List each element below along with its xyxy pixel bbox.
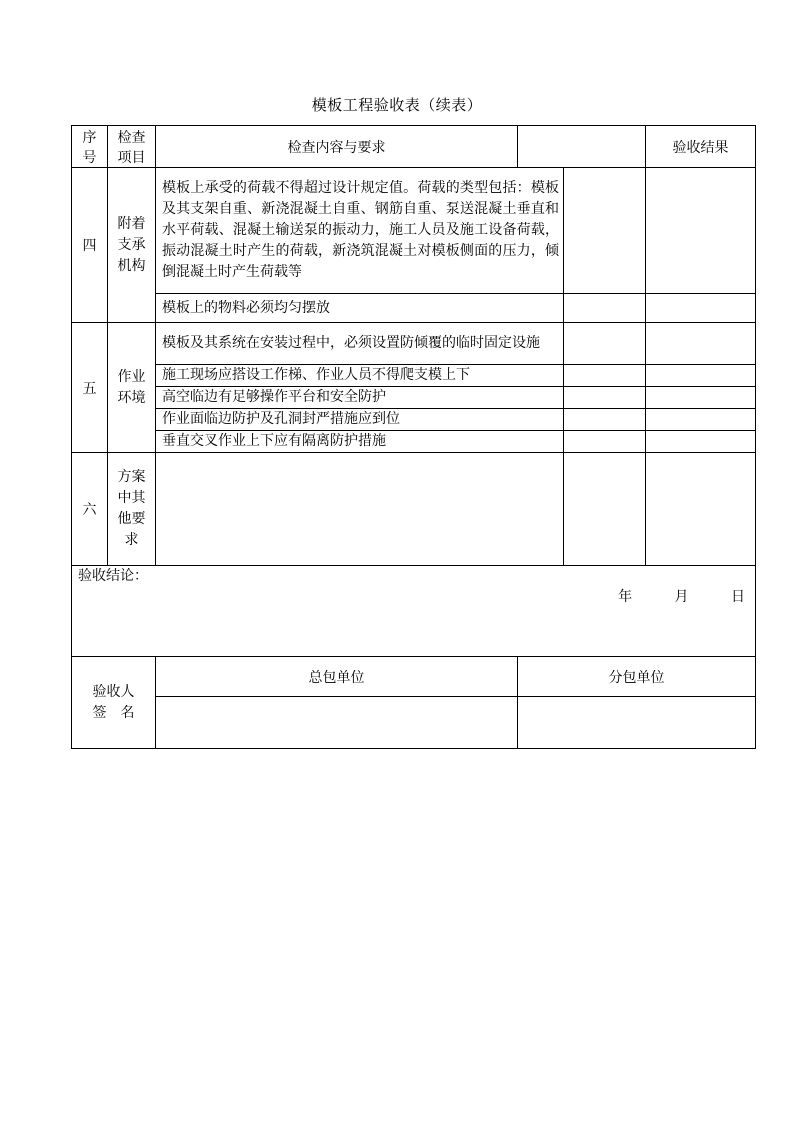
table-row: [72, 323, 756, 365]
section-category-4: 附着 支承 机构: [108, 168, 156, 323]
signature-header-row: [72, 657, 756, 697]
table-row: [72, 431, 756, 453]
requirement-text: 施工现场应搭设工作梯、作业人员不得爬支模上下: [156, 365, 564, 387]
subcontractor-header: 分包单位: [518, 657, 756, 697]
result-cell: [646, 453, 756, 566]
general-contractor-signature-cell[interactable]: [156, 697, 518, 749]
table-row: [72, 453, 756, 566]
section-seq-4: 四: [72, 168, 108, 323]
result-cell: [646, 365, 756, 387]
requirement-text: 高空临边有足够操作平台和安全防护: [156, 387, 564, 409]
header-item: 检查 项目: [108, 126, 156, 168]
date-year: 年: [618, 589, 633, 605]
document-title: 模板工程验收表（续表）: [311, 96, 483, 114]
blank-cell: [564, 294, 646, 323]
requirement-text: [156, 453, 564, 566]
section-seq-5: 五: [72, 323, 108, 453]
header-content: 检查内容与要求: [156, 126, 518, 168]
table-row: [72, 387, 756, 409]
blank-cell: [564, 323, 646, 365]
result-cell: [646, 387, 756, 409]
requirement-text: 垂直交叉作业上下应有隔离防护措施: [156, 431, 564, 453]
result-cell: [646, 431, 756, 453]
inspection-table: [71, 125, 756, 749]
requirement-text: 作业面临边防护及孔洞封严措施应到位: [156, 409, 564, 431]
blank-cell: [564, 168, 646, 294]
section-category-6: 方案 中其 他要 求: [108, 453, 156, 566]
result-cell: [646, 294, 756, 323]
blank-cell: [564, 453, 646, 566]
conclusion-label: 验收结论：: [78, 568, 148, 584]
signature-row: [72, 697, 756, 749]
table-header-row: [72, 126, 756, 168]
blank-cell: [564, 387, 646, 409]
general-contractor-header: 总包单位: [156, 657, 518, 697]
conclusion-row: [72, 566, 756, 657]
signature-label: 验收人 签 名: [72, 657, 156, 749]
requirement-text: 模板上承受的荷载不得超过设计规定值。荷载的类型包括：模板及其支架自重、新浇混凝土自重、钢筋自重、泵送混凝土垂直和水平荷载、混凝土输送泵的振动力，施工人员及施工设备荷载，振动混凝土时产生的荷载，新浇筑混凝土对模板侧面的压力，倾倒混凝土时产生荷载等: [156, 168, 564, 294]
blank-cell: [564, 431, 646, 453]
blank-cell: [564, 365, 646, 387]
header-blank: [518, 126, 646, 168]
table-row: [72, 409, 756, 431]
requirement-text: 模板上的物料必须均匀摆放: [156, 294, 564, 323]
conclusion-date: [594, 587, 745, 607]
result-cell: [646, 168, 756, 294]
table-row: [72, 294, 756, 323]
section-seq-6: 六: [72, 453, 108, 566]
subcontractor-signature-cell[interactable]: [518, 697, 756, 749]
section-category-5: 作业 环境: [108, 323, 156, 453]
requirement-text: 模板及其系统在安装过程中，必须设置防倾覆的临时固定设施: [156, 323, 564, 365]
blank-cell: [564, 409, 646, 431]
conclusion-cell: [72, 566, 756, 657]
result-cell: [646, 409, 756, 431]
header-result: 验收结果: [646, 126, 756, 168]
result-cell: [646, 323, 756, 365]
date-day: 日: [731, 589, 745, 605]
date-month: 月: [674, 589, 689, 605]
table-row: [72, 168, 756, 294]
header-seq: 序 号: [72, 126, 108, 168]
table-row: [72, 365, 756, 387]
